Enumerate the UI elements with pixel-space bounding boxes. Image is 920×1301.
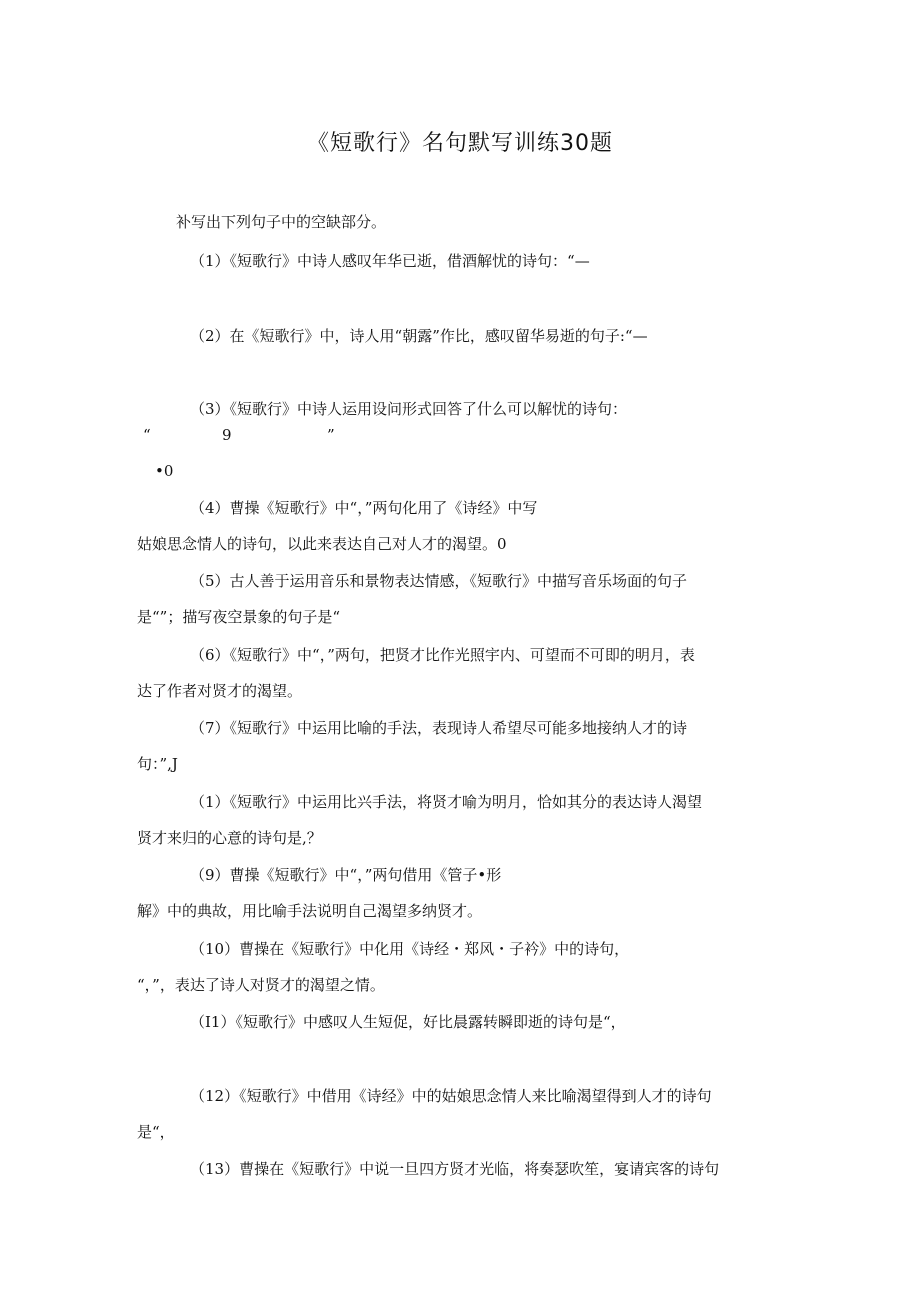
question-line: （6）《短歌行》中“，”两句，把贤才比作光照宇内、可望而不可即的明月，表 <box>190 646 695 664</box>
question-line: 是“”；描写夜空景象的句子是“ <box>137 608 341 626</box>
question-line: （7）《短歌行》中运用比喻的手法，表现诗人希望尽可能多地接纳人才的诗 <box>190 719 688 737</box>
question-line: （9）曹操《短歌行》中“，”两句借用《管子•形 <box>190 866 502 884</box>
question-line: （2）在《短歌行》中，诗人用“朝露”作比，感叹留华易逝的句子:“— <box>190 327 648 345</box>
instruction-text: 补写出下列句子中的空缺部分。 <box>176 213 387 231</box>
question-line: （12）《短歌行》中借用《诗经》中的姑娘思念情人来比喻渴望得到人才的诗句 <box>190 1087 712 1105</box>
blank-mark: 9 <box>222 426 232 444</box>
question-line: 解》中的典故，用比喻手法说明自己渴望多纳贤才。 <box>137 902 483 920</box>
question-line: 达了作者对贤才的渴望。 <box>137 682 303 700</box>
blank-close-quote: ” <box>327 426 335 444</box>
blank-open-quote: “ <box>143 426 151 444</box>
question-line: 贤才来归的心意的诗句是,？ <box>137 829 322 847</box>
question-line: （3）《短歌行》中诗人运用设问形式回答了什么可以解忧的诗句： <box>190 400 628 418</box>
question-line: （I1）《短歌行》中感叹人生短促，好比晨露转瞬即逝的诗句是“， <box>190 1013 626 1031</box>
question-line: （5）古人善于运用音乐和景物表达情感，《短歌行》中描写音乐场面的句子 <box>190 572 688 590</box>
question-line: （10）曹操在《短歌行》中化用《诗经・郑风・子衿》中的诗句， <box>190 940 630 958</box>
blank-end-mark: •0 <box>155 462 174 480</box>
question-line: 句：”,J <box>137 755 178 773</box>
question-line: 是“， <box>137 1123 175 1141</box>
question-line: （1）《短歌行》中运用比兴手法，将贤才喻为明月，恰如其分的表达诗人渴望 <box>190 793 703 811</box>
question-line: “，”，表达了诗人对贤才的渴望之情。 <box>137 976 385 994</box>
question-line: （13）曹操在《短歌行》中说一旦四方贤才光临，将奏瑟吹笙，宴请宾客的诗句 <box>190 1160 720 1178</box>
question-line: 姑娘思念情人的诗句，以此来表达自己对人才的渴望。0 <box>137 535 507 553</box>
question-line: （1）《短歌行》中诗人感叹年华已逝，借酒解忧的诗句：“— <box>190 252 590 270</box>
document-title: 《短歌行》名句默写训练30题 <box>307 131 613 156</box>
question-line: （4）曹操《短歌行》中“，”两句化用了《诗经》中写 <box>190 499 538 517</box>
